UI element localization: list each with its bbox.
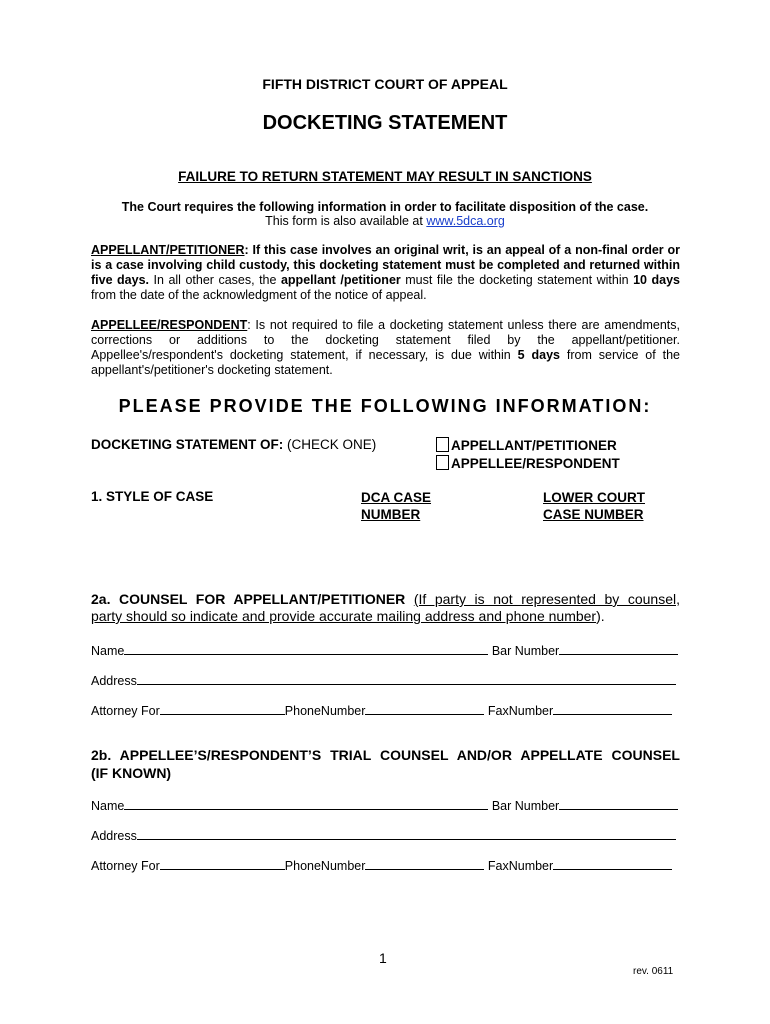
intro-line-2: [0, 214, 770, 228]
fax-number-input-line[interactable]: [553, 857, 672, 870]
appellee-bold-1: 5 days: [517, 348, 560, 362]
dca-line-1: DCA CASE: [361, 490, 432, 505]
section-2a-line-2: [91, 608, 680, 625]
option-appellee-label: APPELLEE/RESPONDENT: [451, 456, 620, 471]
attorney-for-input-line[interactable]: [160, 857, 285, 870]
appellee-checkbox[interactable]: [436, 455, 449, 470]
section-2a-note-2: party should so indicate and provide accurate mailing address and phone number: [91, 608, 597, 624]
phone-number-input-line[interactable]: [365, 702, 484, 715]
please-provide-heading: PLEASE PROVIDE THE FOLLOWING INFORMATION:: [118, 396, 652, 416]
name-label: Name: [91, 799, 125, 813]
option-appellant-label: APPELLANT/PETITIONER: [451, 438, 617, 453]
appellant-bold-3: 10 days: [633, 273, 680, 287]
docketing-of-text: DOCKETING STATEMENT OF:: [91, 437, 284, 452]
appellant-text-2: must file the docketing statement within: [400, 273, 634, 287]
attorney-for-label: Attorney For: [91, 704, 160, 718]
bar-number-label: Bar Number: [491, 799, 560, 813]
court-name: FIFTH DISTRICT COURT OF APPEAL: [262, 76, 508, 92]
sanctions-warning: FAILURE TO RETURN STATEMENT MAY RESULT IN SANCTIONS: [178, 169, 592, 184]
section-2a-heading: [91, 591, 680, 625]
counsel-2b-address-row: [91, 827, 676, 843]
address-label: Address: [91, 674, 137, 688]
fax-number-input-line[interactable]: [553, 702, 672, 715]
counsel-2a-name-row: [91, 642, 678, 658]
attorney-for-label: Attorney For: [91, 859, 160, 873]
appellee-instructions: [91, 318, 680, 378]
name-label: Name: [91, 644, 125, 658]
appellant-text-1: In all other cases, the: [149, 273, 281, 287]
appellant-label: APPELLANT/PETITIONER: [91, 243, 245, 257]
address-label: Address: [91, 829, 137, 843]
bar-number-input-line[interactable]: [559, 797, 678, 810]
counsel-2b-attorney-row: [91, 857, 672, 873]
counsel-2a-address-row: [91, 672, 676, 688]
section-2a-line-1: [91, 591, 680, 608]
option-appellee[interactable]: [436, 455, 620, 471]
lower-line-2: CASE NUMBER: [543, 507, 644, 522]
counsel-2b-name-row: [91, 797, 678, 813]
appellant-checkbox[interactable]: [436, 437, 449, 452]
counsel-2a-attorney-row: [91, 702, 672, 718]
section-2b-line-1: 2b. APPELLEE’S/RESPONDENT’S TRIAL COUNSEL AND/OR APPELLATE COUNSEL: [91, 747, 680, 763]
fax-number-label: FaxNumber: [487, 704, 554, 718]
section-2a-note-1: (If party is not represented by counsel,: [413, 591, 680, 607]
style-of-case-label: 1. STYLE OF CASE: [91, 489, 214, 504]
name-input-line[interactable]: [124, 797, 488, 810]
phone-number-label: PhoneNumber: [284, 859, 366, 873]
docketing-of-label: [91, 437, 376, 452]
option-appellant[interactable]: [436, 437, 617, 453]
lower-line-1: LOWER COURT: [543, 490, 645, 505]
section-2a-note-end: ).: [596, 608, 605, 624]
bar-number-label: Bar Number: [491, 644, 560, 658]
intro-available-text: This form is also available at: [265, 214, 423, 228]
page-number: 1: [379, 950, 387, 966]
intro-line-1: The Court requires the following information in order to facilitate disposition of the case.: [121, 200, 649, 214]
appellant-bold-text: : If this case involves an original writ, is an appeal of a non-final order or is a case involving child custody, this docketing statement must be completed and returned within five days.: [91, 243, 680, 287]
appellant-bold-2: appellant /petitioner: [280, 273, 401, 287]
attorney-for-input-line[interactable]: [160, 702, 285, 715]
revision-label: rev. 0611: [633, 966, 674, 977]
dca-case-number-label: [361, 489, 431, 523]
section-2b-heading: [91, 746, 680, 782]
name-input-line[interactable]: [124, 642, 488, 655]
section-2b-line-2: (IF KNOWN): [91, 765, 172, 781]
address-input-line[interactable]: [137, 672, 676, 685]
page-title: DOCKETING STATEMENT: [262, 112, 508, 134]
dca-line-2: NUMBER: [361, 507, 421, 522]
fax-number-label: FaxNumber: [487, 859, 554, 873]
appellant-instructions: [91, 243, 680, 303]
appellant-text-3: from the date of the acknowledgment of the notice of appeal.: [91, 288, 427, 302]
appellee-text-1: : Is not required to file a docketing statement unless there are amendments, corrections or additions to the docketing statement filed by the appellant/petitioner. Appellee's/respondent's docketing statement, if necessary, is due within: [91, 318, 680, 362]
section-2a-title: 2a. COUNSEL FOR APPELLANT/PETITIONER: [91, 591, 406, 607]
bar-number-input-line[interactable]: [559, 642, 678, 655]
appellee-text-2: from service of the appellant's/petitioner's docketing statement.: [91, 348, 680, 377]
website-link[interactable]: www.5dca.org: [426, 214, 505, 228]
appellee-label: APPELLEE/RESPONDENT: [91, 318, 248, 332]
lower-court-case-number-label: [543, 489, 645, 523]
address-input-line[interactable]: [137, 827, 676, 840]
phone-number-label: PhoneNumber: [284, 704, 366, 718]
check-one-text: (CHECK ONE): [287, 437, 377, 452]
phone-number-input-line[interactable]: [365, 857, 484, 870]
